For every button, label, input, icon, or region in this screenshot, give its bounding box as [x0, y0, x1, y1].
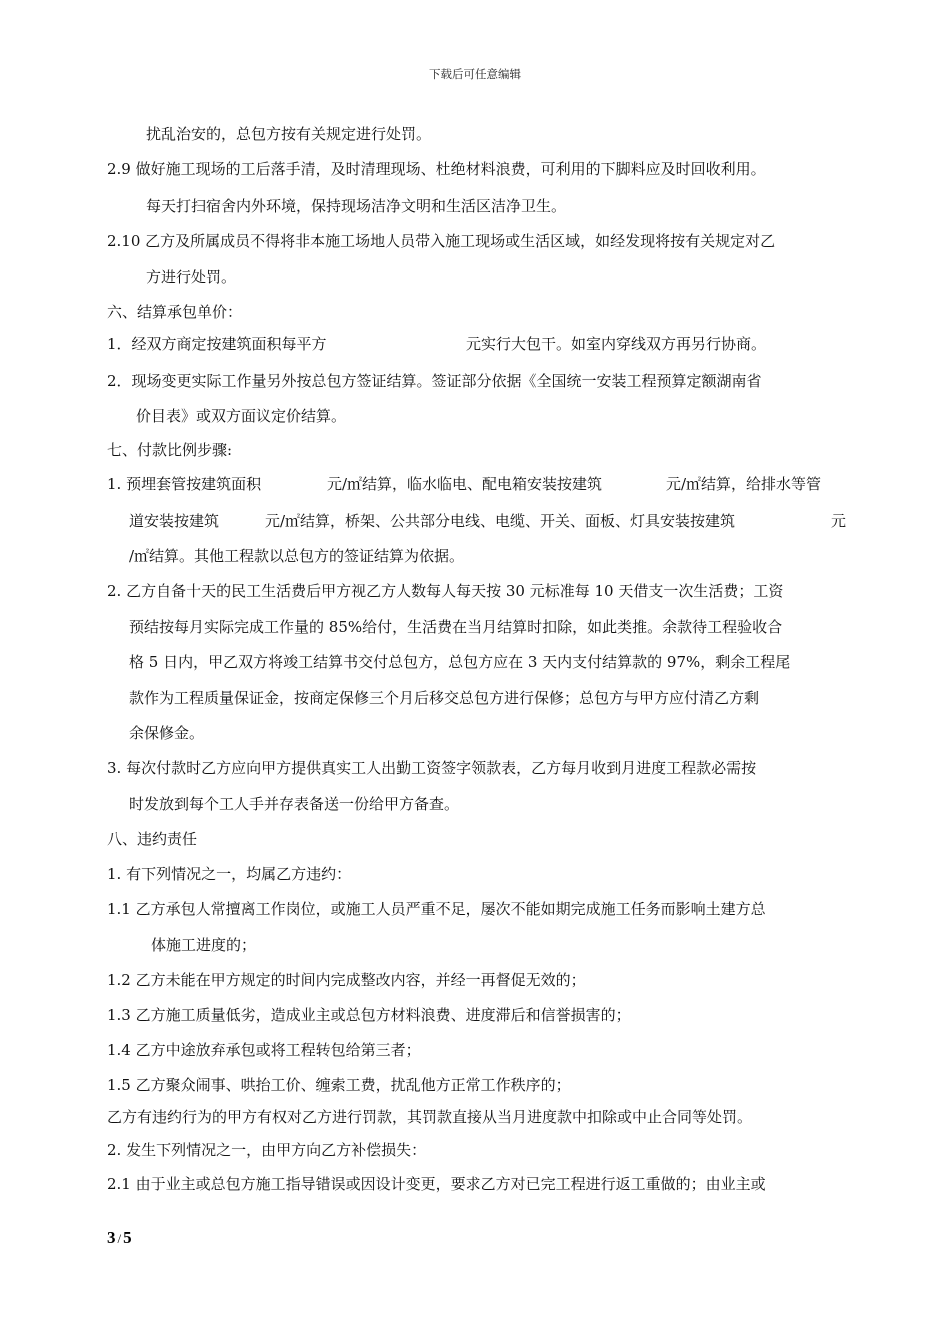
text-line: 元/㎡结算，临水临电、配电箱安装按建筑 [327, 475, 603, 493]
text-line: 1.2 乙方未能在甲方规定的时间内完成整改内容，并经一再督促无效的； [107, 971, 586, 989]
text-line: 元实行大包干。如室内穿线双方再另行协商。 [466, 335, 767, 353]
text-line: 1. 有下列情况之一，均属乙方违约： [107, 865, 352, 883]
text-line: 1.5 乙方聚众闹事、哄抬工价、缠索工费，扰乱他方正常工作秩序的； [107, 1076, 571, 1094]
text-line: 1．经双方商定按建筑面积每平方 [107, 335, 327, 353]
text-line: 2．现场变更实际工作量另外按总包方签证结算。签证部分依据《全国统一安装工程预算定额湖南省 [107, 372, 762, 390]
text-line: 1. 预埋套管按建筑面积 [107, 475, 262, 493]
text-line: 2. 发生下列情况之一，由甲方向乙方补偿损失： [107, 1141, 427, 1159]
text-line: 元 [831, 512, 847, 530]
text-line: 价目表》或双方面议定价结算。 [136, 407, 347, 425]
text-line: 2. 乙方自备十天的民工生活费后甲方视乙方人数每人每天按 30 元标准每 10 天借支一次生活费；工资 [107, 582, 784, 600]
text-line: 体施工进度的； [151, 936, 257, 954]
text-line: 时发放到每个工人手并存表备送一份给甲方备查。 [129, 795, 460, 813]
text-line: 2.9 做好施工现场的工后落手清，及时清理现场、杜绝材料浪费，可利用的下脚料应及时回收利用。 [107, 160, 766, 178]
page-separator: / [117, 1231, 122, 1246]
section-heading: 八、违约责任 [107, 830, 198, 848]
text-line: 元/㎡结算，桥架、公共部分电线、电缆、开关、面板、灯具安装按建筑 [265, 512, 736, 530]
text-line: 款作为工程质量保证金，按商定保修三个月后移交总包方进行保修；总包方与甲方应付清乙方剩 [129, 689, 760, 707]
text-line: 方进行处罚。 [146, 268, 237, 286]
text-line: 1.1 乙方承包人常擅离工作岗位，或施工人员严重不足，屡次不能如期完成施工任务而影响土建方总 [107, 900, 766, 918]
current-page-number: 3 [107, 1228, 116, 1247]
text-line: 1.4 乙方中途放弃承包或将工程转包给第三者； [107, 1041, 421, 1059]
text-line: 1.3 乙方施工质量低劣，造成业主或总包方材料浪费、进度滞后和信誉损害的； [107, 1006, 631, 1024]
text-line: 格 5 日内，甲乙双方将竣工结算书交付总包方，总包方应在 3 天内支付结算款的 97%，剩余工程尾 [129, 653, 791, 671]
total-pages-number: 5 [123, 1228, 132, 1247]
section-heading: 七、付款比例步骤: [107, 441, 233, 459]
text-line: 2.10 乙方及所属成员不得将非本施工场地人员带入施工现场或生活区域，如经发现将按有关规定对乙 [107, 232, 776, 250]
text-line: 预结按每月实际完成工作量的 85%给付，生活费在当月结算时扣除，如此类推。余款待工程验收合 [129, 618, 783, 636]
text-line: 每天打扫宿舍内外环境，保持现场洁净文明和生活区洁净卫生。 [146, 197, 567, 215]
text-line: 余保修金。 [129, 724, 205, 742]
text-line: 扰乱治安的，总包方按有关规定进行处罚。 [146, 125, 432, 143]
text-line: 道安装按建筑 [129, 512, 220, 530]
text-line: 乙方有违约行为的甲方有权对乙方进行罚款，其罚款直接从当月进度款中扣除或中止合同等处罚。 [107, 1108, 753, 1126]
text-line: 2.1 由于业主或总包方施工指导错误或因设计变更，要求乙方对已完工程进行返工重做的；由业主或 [107, 1175, 766, 1193]
section-heading: 六、结算承包单价： [107, 303, 243, 321]
page-number [107, 1228, 132, 1248]
text-line: 元/㎡结算，给排水等管 [666, 475, 822, 493]
page-header: 下载后可任意编辑 [429, 67, 521, 81]
text-line: 3. 每次付款时乙方应向甲方提供真实工人出勤工资签字领款表，乙方每月收到月进度工程款必需按 [107, 759, 757, 777]
text-line: /㎡结算。其他工程款以总包方的签证结算为依据。 [129, 547, 465, 565]
